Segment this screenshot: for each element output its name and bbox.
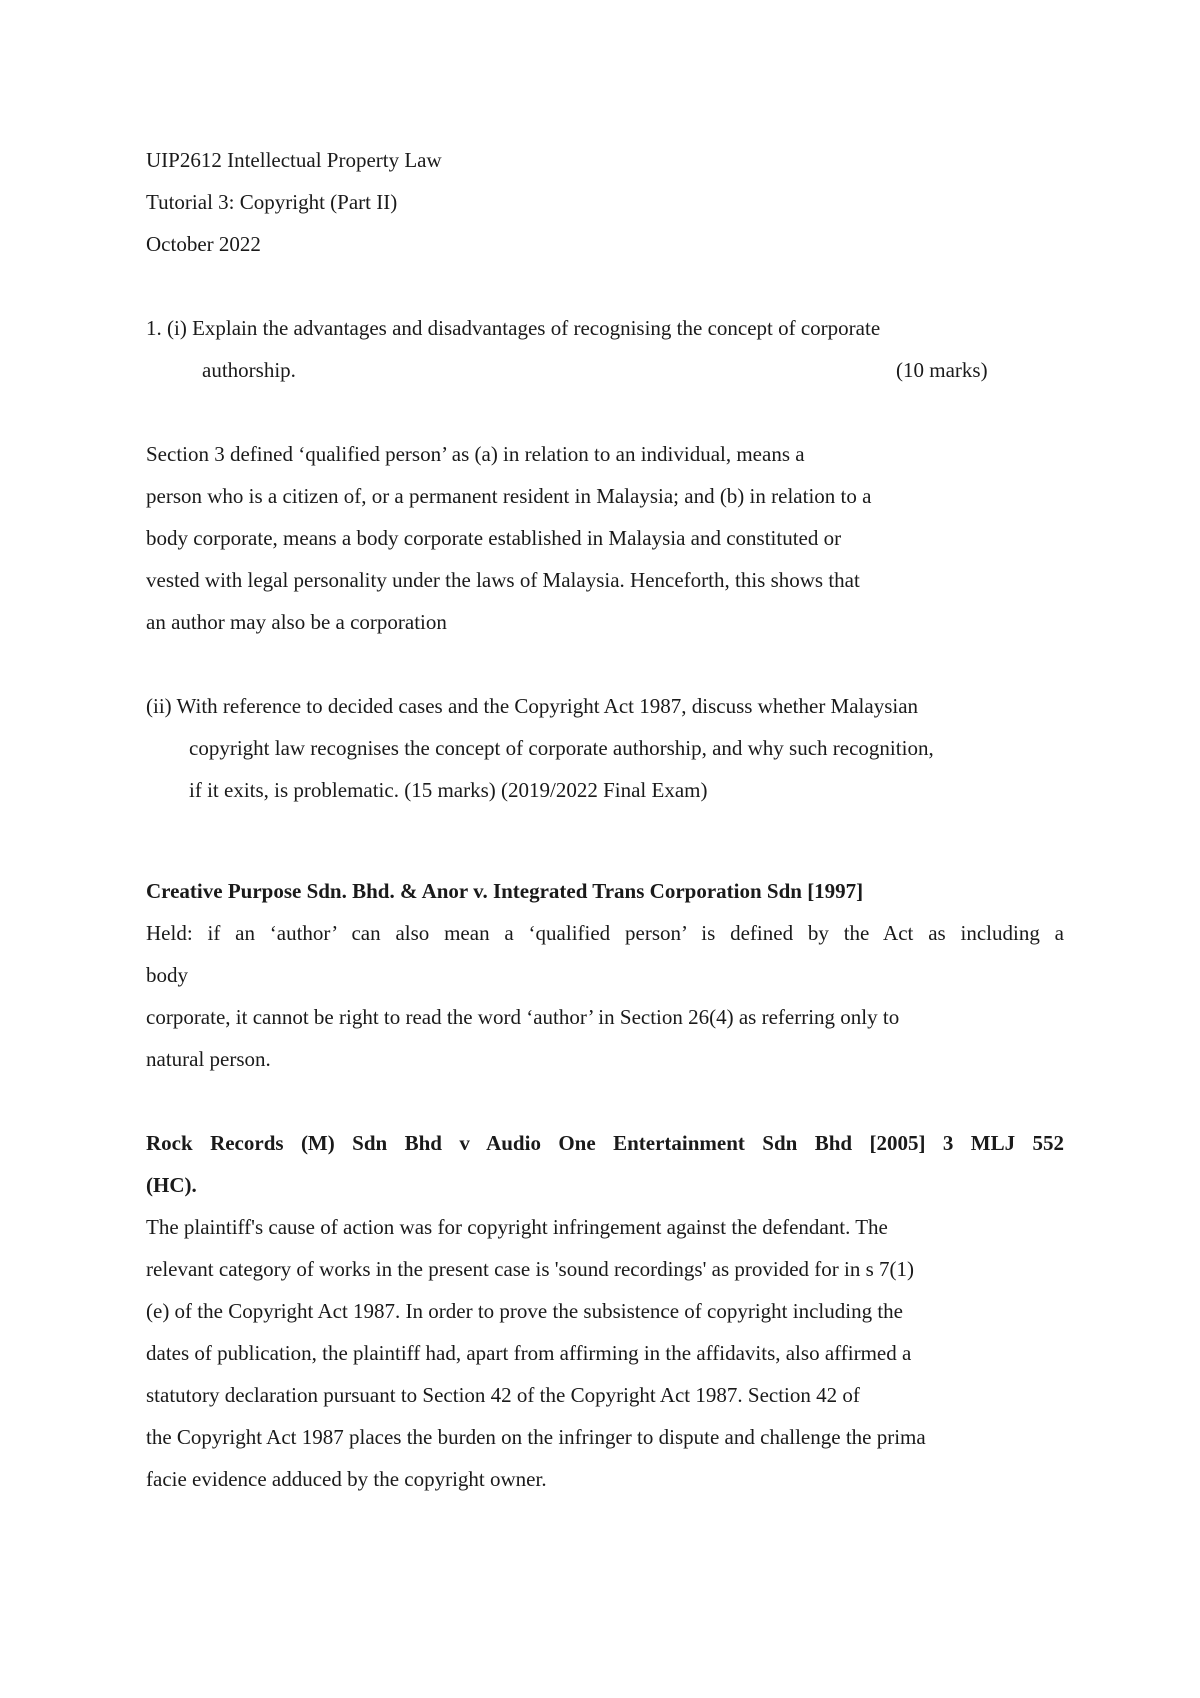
answer-line: person who is a citizen of, or a permanent resident in Malaysia; and (b) in relation to a <box>146 484 872 508</box>
course-title: UIP2612 Intellectual Property Law <box>146 148 442 172</box>
question-1-i-line-1: 1. (i) Explain the advantages and disadvantages of recognising the concept of corporate <box>146 316 881 340</box>
case-2-title-line-1: Rock Records (M) Sdn Bhd v Audio One Entertainment Sdn Bhd [2005] 3 MLJ 552 <box>146 1131 1064 1155</box>
case-2-body-line: the Copyright Act 1987 places the burden on the infringer to dispute and challenge the prima <box>146 1425 926 1449</box>
answer-line: vested with legal personality under the laws of Malaysia. Henceforth, this shows that <box>146 568 860 592</box>
case-2-body-line: relevant category of works in the present case is 'sound recordings' as provided for in s 7(1) <box>146 1257 915 1281</box>
question-1-i-line-2: authorship. <box>202 358 296 382</box>
document-date: October 2022 <box>146 232 261 256</box>
question-1-ii-line: if it exits, is problematic. (15 marks) (2019/2022 Final Exam) <box>189 778 708 802</box>
case-1-held-line: natural person. <box>146 1047 271 1071</box>
case-2-body-line: (e) of the Copyright Act 1987. In order to prove the subsistence of copyright including the <box>146 1299 903 1323</box>
case-1-held-line: body <box>146 963 188 987</box>
question-1-ii-line: copyright law recognises the concept of corporate authorship, and why such recognition, <box>189 736 934 760</box>
question-1-ii-line: (ii) With reference to decided cases and the Copyright Act 1987, discuss whether Malaysian <box>146 694 919 718</box>
case-2-body-line: dates of publication, the plaintiff had, apart from affirming in the affidavits, also affirmed a <box>146 1341 912 1365</box>
tutorial-title: Tutorial 3: Copyright (Part II) <box>146 190 398 214</box>
case-2-body-line: The plaintiff's cause of action was for copyright infringement against the defendant. The <box>146 1215 888 1239</box>
answer-line: body corporate, means a body corporate established in Malaysia and constituted or <box>146 526 842 550</box>
case-2-body-line: facie evidence adduced by the copyright owner. <box>146 1467 547 1491</box>
case-1-held-line: corporate, it cannot be right to read the word ‘author’ in Section 26(4) as referring only to <box>146 1005 900 1029</box>
case-1-held-line: Held: if an ‘author’ can also mean a ‘qualified person’ is defined by the Act as including a <box>146 921 1064 945</box>
case-2-body-line: statutory declaration pursuant to Section 42 of the Copyright Act 1987. Section 42 of <box>146 1383 860 1407</box>
answer-line: Section 3 defined ‘qualified person’ as (a) in relation to an individual, means a <box>146 442 805 466</box>
answer-line: an author may also be a corporation <box>146 610 447 634</box>
question-1-i-marks: (10 marks) <box>896 358 988 382</box>
case-1-title: Creative Purpose Sdn. Bhd. & Anor v. Integrated Trans Corporation Sdn [1997] <box>146 879 864 903</box>
case-2-title-line-2: (HC). <box>146 1173 197 1197</box>
